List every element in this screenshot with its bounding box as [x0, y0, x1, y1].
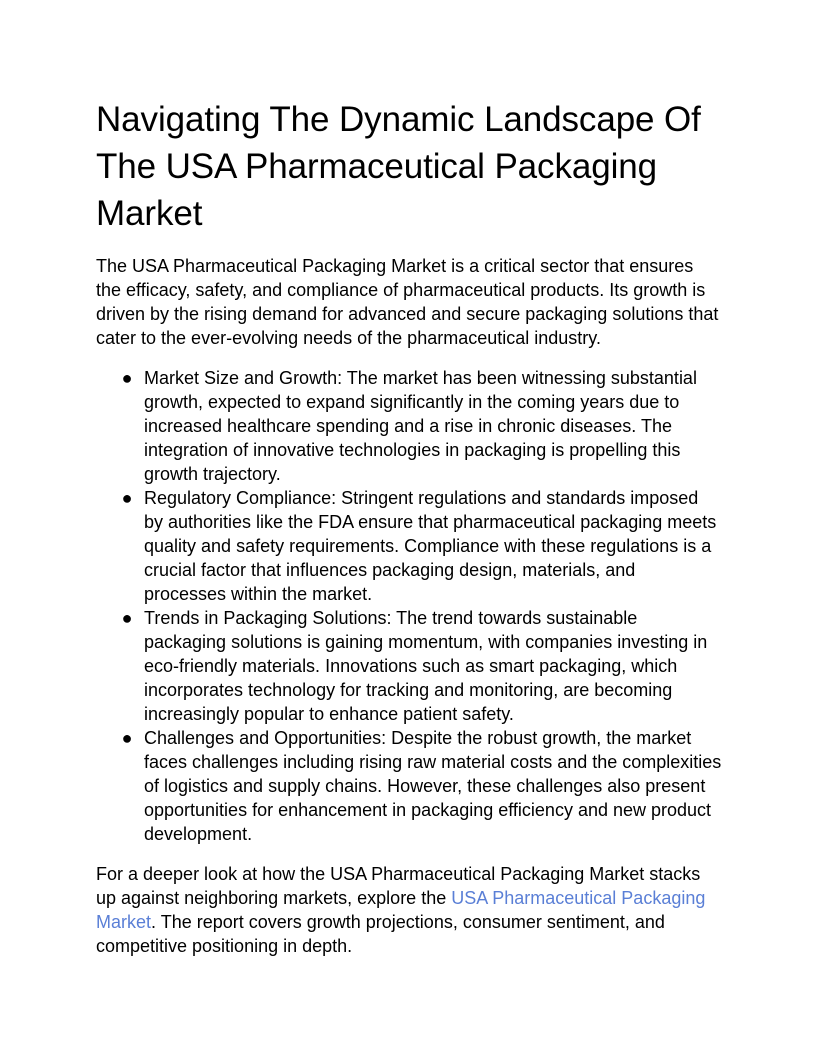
list-item	[121, 606, 722, 726]
bullet-list	[96, 366, 722, 846]
bullet-icon: ●	[121, 368, 133, 388]
list-item	[121, 486, 722, 606]
list-item	[121, 366, 722, 486]
list-item-text: Market Size and Growth: The market has been witnessing substantial growth, expected to expand significantly in the coming years due to increased healthcare spending and a rise in chronic diseases. The integration of innovative technologies in packaging is propelling this growth trajectory.	[144, 368, 697, 484]
closing-paragraph	[96, 862, 722, 958]
report-link[interactable]: USA Pharmaceutical Packaging Market	[96, 888, 706, 932]
document-page	[96, 96, 722, 958]
bullet-icon: ●	[121, 608, 133, 628]
page-title: Navigating The Dynamic Landscape Of The USA Pharmaceutical Packaging Market	[96, 100, 701, 233]
closing-text-after-link: . The report covers growth projections, consumer sentiment, and competitive positioning in depth.	[96, 912, 665, 956]
closing-text-before-link: For a deeper look at how the USA Pharmaceutical Packaging Market stacks up against neighboring markets, explore the	[96, 864, 701, 908]
bullet-icon: ●	[121, 488, 133, 508]
intro-paragraph: The USA Pharmaceutical Packaging Market is a critical sector that ensures the efficacy, safety, and compliance of pharmaceutical products. Its growth is driven by the rising demand for advanced and secure packaging solutions that cater to the ever-evolving needs of the pharmaceutical industry.	[96, 256, 719, 348]
bullet-icon: ●	[121, 728, 133, 748]
list-item	[121, 726, 722, 846]
list-item-text: Trends in Packaging Solutions: The trend towards sustainable packaging solutions is gaining momentum, with companies investing in eco-friendly materials. Innovations such as smart packaging, which incorporates technology for tracking and monitoring, are becoming increasingly popular to enhance patient safety.	[144, 608, 708, 724]
list-item-text: Regulatory Compliance: Stringent regulations and standards imposed by authorities like the FDA ensure that pharmaceutical packaging meets quality and safety requirements. Compliance with these regulations is a crucial factor that influences packaging design, materials, and processes within the market.	[144, 488, 717, 604]
list-item-text: Challenges and Opportunities: Despite the robust growth, the market faces challenges including rising raw material costs and the complexities of logistics and supply chains. However, these challenges also present opportunities for enhancement in packaging efficiency and new product development.	[144, 728, 722, 844]
